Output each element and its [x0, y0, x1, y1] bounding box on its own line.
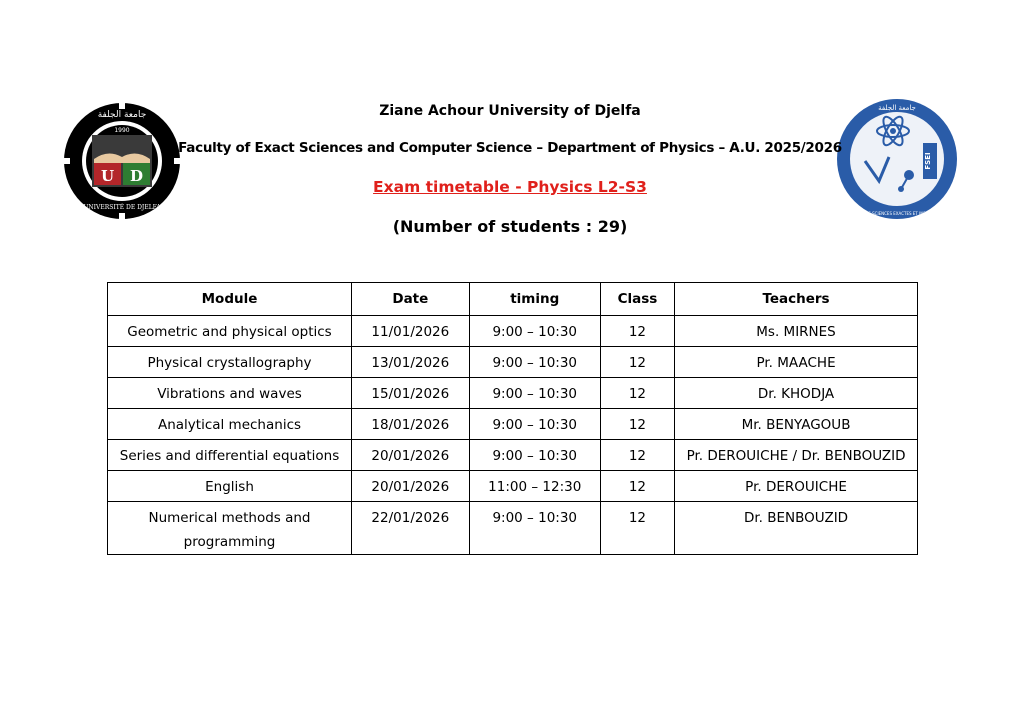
- cell-class: 12: [600, 378, 674, 409]
- cell-timing: 11:00 – 12:30: [469, 471, 600, 502]
- cell-module: Series and differential equations: [108, 440, 352, 471]
- cell-timing: 9:00 – 10:30: [469, 316, 600, 347]
- cell-timing: 9:00 – 10:30: [469, 440, 600, 471]
- table-row: [108, 440, 918, 471]
- logo-arabic-text: جامعة الجلفة: [97, 110, 147, 120]
- cell-teachers: Mr. BENYAGOUB: [675, 409, 918, 440]
- cell-module: Analytical mechanics: [108, 409, 352, 440]
- cell-class: 12: [600, 440, 674, 471]
- table-row: [108, 378, 918, 409]
- cell-module: Geometric and physical optics: [108, 316, 352, 347]
- cell-timing: 9:00 – 10:30: [469, 378, 600, 409]
- cell-date: 20/01/2026: [352, 440, 470, 471]
- logo-ring-text: FACULTE DES SCIENCES EXACTES ET INFORMATIQUE: [844, 211, 950, 216]
- table-row: [108, 471, 918, 502]
- faculty-line: Faculty of Exact Sciences and Computer Science – Department of Physics – A.U. 2025/2026: [178, 140, 842, 156]
- cell-teachers: Dr. BENBOUZID: [675, 502, 918, 555]
- cell-class: 12: [600, 471, 674, 502]
- cell-class: 12: [600, 409, 674, 440]
- logo-year: 1990: [114, 127, 130, 134]
- exam-timetable: [107, 282, 918, 555]
- cell-date: 20/01/2026: [352, 471, 470, 502]
- cell-module: Vibrations and waves: [108, 378, 352, 409]
- cell-class: 12: [600, 347, 674, 378]
- university-logo: [62, 101, 182, 221]
- cell-module: English: [108, 471, 352, 502]
- table-row: [108, 409, 918, 440]
- col-header-timing: timing: [469, 283, 600, 316]
- cell-class: 12: [600, 316, 674, 347]
- table-row: [108, 316, 918, 347]
- cell-teachers: Dr. KHODJA: [675, 378, 918, 409]
- cell-teachers: Pr. DEROUICHE / Dr. BENBOUZID: [675, 440, 918, 471]
- cell-class: 12: [600, 502, 674, 555]
- university-name: Ziane Achour University of Djelfa: [379, 103, 641, 119]
- col-header-class: Class: [600, 283, 674, 316]
- cell-teachers: Pr. DEROUICHE: [675, 471, 918, 502]
- student-count: (Number of students : 29): [392, 217, 628, 236]
- cell-date: 11/01/2026: [352, 316, 470, 347]
- logo-letter-u: U: [100, 167, 115, 185]
- cell-module: Numerical methods and programming: [108, 502, 352, 555]
- cell-timing: 9:00 – 10:30: [469, 409, 600, 440]
- logo-letter-d: D: [129, 167, 144, 185]
- cell-date: 22/01/2026: [352, 502, 470, 555]
- cell-module: Physical crystallography: [108, 347, 352, 378]
- logo-ring-text: UNIVERSITÉ DE DJELFA: [83, 204, 161, 211]
- table-row: [108, 502, 918, 555]
- cell-date: 13/01/2026: [352, 347, 470, 378]
- cell-date: 15/01/2026: [352, 378, 470, 409]
- col-header-module: Module: [108, 283, 352, 316]
- timetable-title: Exam timetable - Physics L2-S3: [373, 178, 647, 196]
- cell-timing: 9:00 – 10:30: [469, 347, 600, 378]
- table-header-row: [108, 283, 918, 316]
- logo-arabic-text: جامعة الجلفة: [878, 104, 916, 112]
- logo-badge-text: FSEI: [924, 152, 932, 170]
- cell-teachers: Ms. MIRNES: [675, 316, 918, 347]
- cell-date: 18/01/2026: [352, 409, 470, 440]
- faculty-logo: [835, 97, 959, 221]
- table-row: [108, 347, 918, 378]
- col-header-date: Date: [352, 283, 470, 316]
- cell-timing: 9:00 – 10:30: [469, 502, 600, 555]
- col-header-teachers: Teachers: [675, 283, 918, 316]
- cell-teachers: Pr. MAACHE: [675, 347, 918, 378]
